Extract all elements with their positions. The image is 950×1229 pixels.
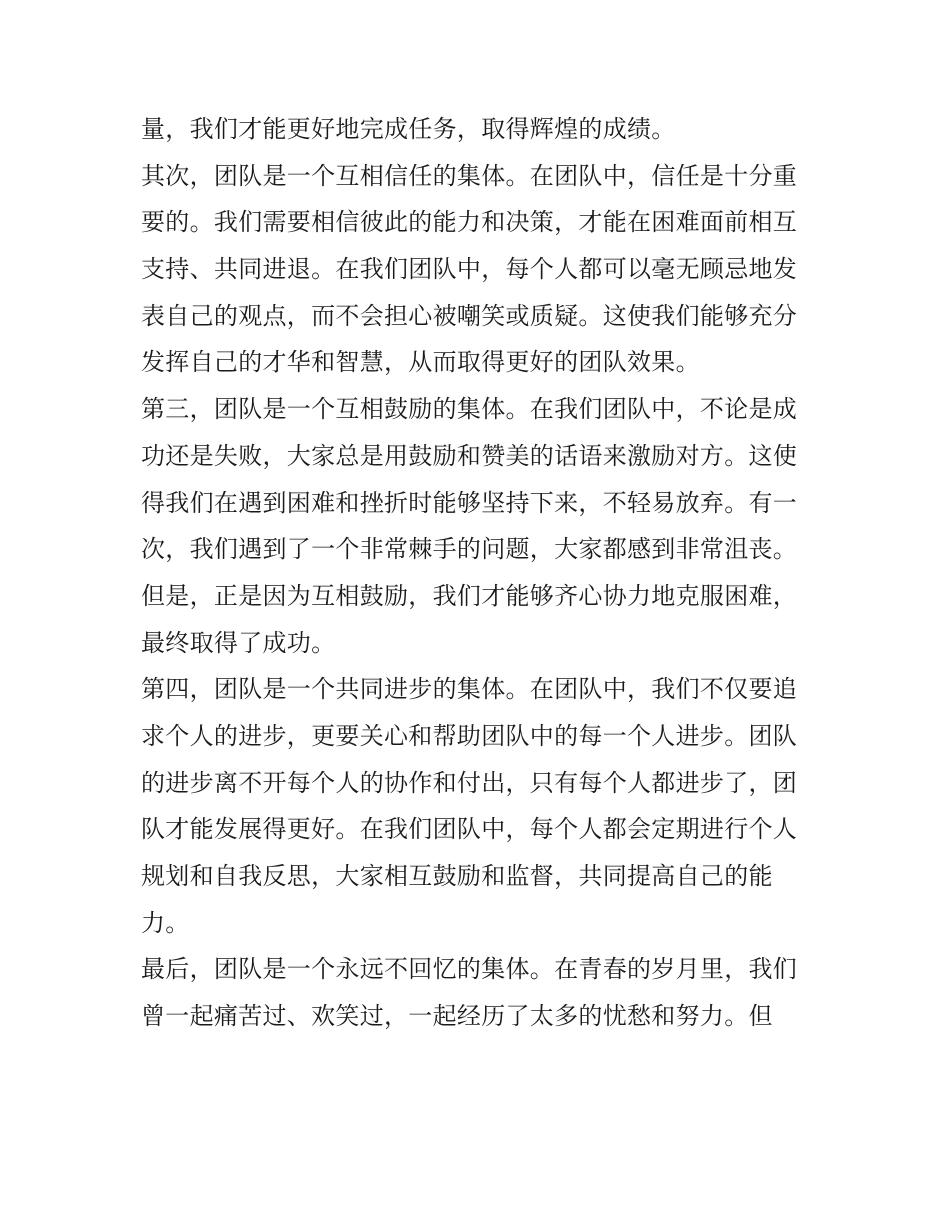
text-line: 规划和自我反思，大家相互鼓励和监督，共同提高自己的能 bbox=[141, 862, 773, 890]
text-line: 但是，正是因为互相鼓励，我们才能够齐心协力地克服困难， bbox=[141, 581, 798, 610]
text-line: 次，我们遇到了一个非常棘手的问题，大家都感到非常沮丧。 bbox=[141, 535, 798, 564]
text-line: 支持、共同进退。在我们团队中，每个人都可以毫无顾忌地发 bbox=[141, 255, 798, 284]
text-line: 的进步离不开每个人的协作和付出，只有每个人都进步了，团 bbox=[141, 768, 798, 797]
document-body bbox=[141, 106, 816, 1040]
text-line: 得我们在遇到困难和挫折时能够坚持下来，不轻易放弃。有一 bbox=[141, 488, 798, 517]
text-line: 求个人的进步，更要关心和帮助团队中的每一个人进步。团队 bbox=[141, 721, 798, 750]
text-line: 发挥自己的才华和智慧，从而取得更好的团队效果。 bbox=[141, 348, 700, 377]
text-line: 第四，团队是一个共同进步的集体。在团队中，我们不仅要追 bbox=[141, 675, 798, 704]
text-line: 队才能发展得更好。在我们团队中，每个人都会定期进行个人 bbox=[141, 815, 798, 844]
text-line: 功还是失败，大家总是用鼓励和赞美的话语来激励对方。这使 bbox=[141, 441, 798, 470]
text-line: 第三，团队是一个互相鼓励的集体。在我们团队中，不论是成 bbox=[141, 395, 798, 424]
text-line: 其次，团队是一个互相信任的集体。在团队中，信任是十分重 bbox=[141, 161, 798, 190]
text-line: 最后，团队是一个永远不回忆的集体。在青春的岁月里，我们 bbox=[141, 955, 798, 984]
text-line: 量，我们才能更好地完成任务，取得辉煌的成绩。 bbox=[141, 115, 676, 143]
text-line: 要的。我们需要相信彼此的能力和决策，才能在困难面前相互 bbox=[141, 208, 798, 237]
text-line: 表自己的观点，而不会担心被嘲笑或质疑。这使我们能够充分 bbox=[141, 301, 798, 330]
text-line: 力。 bbox=[141, 908, 190, 937]
text-line: 曾一起痛苦过、欢笑过，一起经历了太多的忧愁和努力。但 bbox=[141, 1002, 773, 1031]
text-line: 最终取得了成功。 bbox=[141, 628, 336, 657]
